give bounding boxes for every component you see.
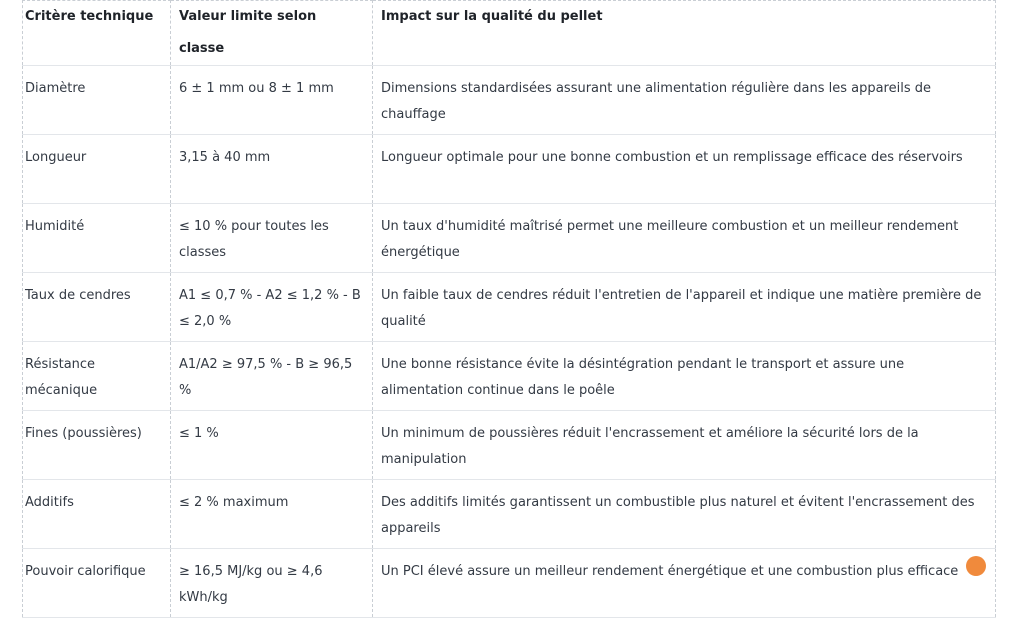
table-header-row [23, 1, 996, 66]
cell-limit: 3,15 à 40 mm [171, 135, 373, 204]
table-row [23, 204, 996, 273]
cell-limit: A1 ≤ 0,7 % - A2 ≤ 1,2 % - B ≤ 2,0 % [171, 273, 373, 342]
cell-limit: ≥ 16,5 MJ/kg ou ≥ 4,6 kWh/kg [171, 549, 373, 618]
cell-impact: Dimensions standardisées assurant une alimentation régulière dans les appareils de chauffage [373, 66, 996, 135]
header-impact: Impact sur la qualité du pellet [373, 1, 996, 66]
table-row [23, 135, 996, 204]
cell-limit: 6 ± 1 mm ou 8 ± 1 mm [171, 66, 373, 135]
cell-impact: Un PCI élevé assure un meilleur rendement énergétique et une combustion plus efficace [373, 549, 996, 618]
cell-criterion: Résistance mécanique [23, 342, 171, 411]
table-row [23, 411, 996, 480]
table-row [23, 66, 996, 135]
table-row [23, 342, 996, 411]
cell-criterion: Additifs [23, 480, 171, 549]
cell-impact: Longueur optimale pour une bonne combustion et un remplissage efficace des réservoirs [373, 135, 996, 204]
table-row [23, 549, 996, 618]
cell-criterion: Longueur [23, 135, 171, 204]
table-row [23, 480, 996, 549]
header-criterion: Critère technique [23, 1, 171, 66]
cell-limit: ≤ 2 % maximum [171, 480, 373, 549]
cell-impact: Une bonne résistance évite la désintégration pendant le transport et assure une alimentation continue dans le poêle [373, 342, 996, 411]
pellet-criteria-table [22, 0, 996, 618]
table-row [23, 273, 996, 342]
cell-limit: ≤ 10 % pour toutes les classes [171, 204, 373, 273]
cell-limit: ≤ 1 % [171, 411, 373, 480]
cell-criterion: Pouvoir calorifique [23, 549, 171, 618]
cell-impact: Un minimum de poussières réduit l'encrassement et améliore la sécurité lors de la manipulation [373, 411, 996, 480]
cell-impact: Un faible taux de cendres réduit l'entretien de l'appareil et indique une matière première de qualité [373, 273, 996, 342]
cell-impact: Un taux d'humidité maîtrisé permet une meilleure combustion et un meilleur rendement énergétique [373, 204, 996, 273]
cell-limit: A1/A2 ≥ 97,5 % - B ≥ 96,5 % [171, 342, 373, 411]
cell-criterion: Taux de cendres [23, 273, 171, 342]
header-limit: Valeur limite selon classe [171, 1, 373, 66]
cell-impact: Des additifs limités garantissent un combustible plus naturel et évitent l'encrassement des appareils [373, 480, 996, 549]
cell-criterion: Humidité [23, 204, 171, 273]
scroll-top-badge-icon[interactable] [966, 556, 986, 576]
cell-criterion: Diamètre [23, 66, 171, 135]
cell-criterion: Fines (poussières) [23, 411, 171, 480]
